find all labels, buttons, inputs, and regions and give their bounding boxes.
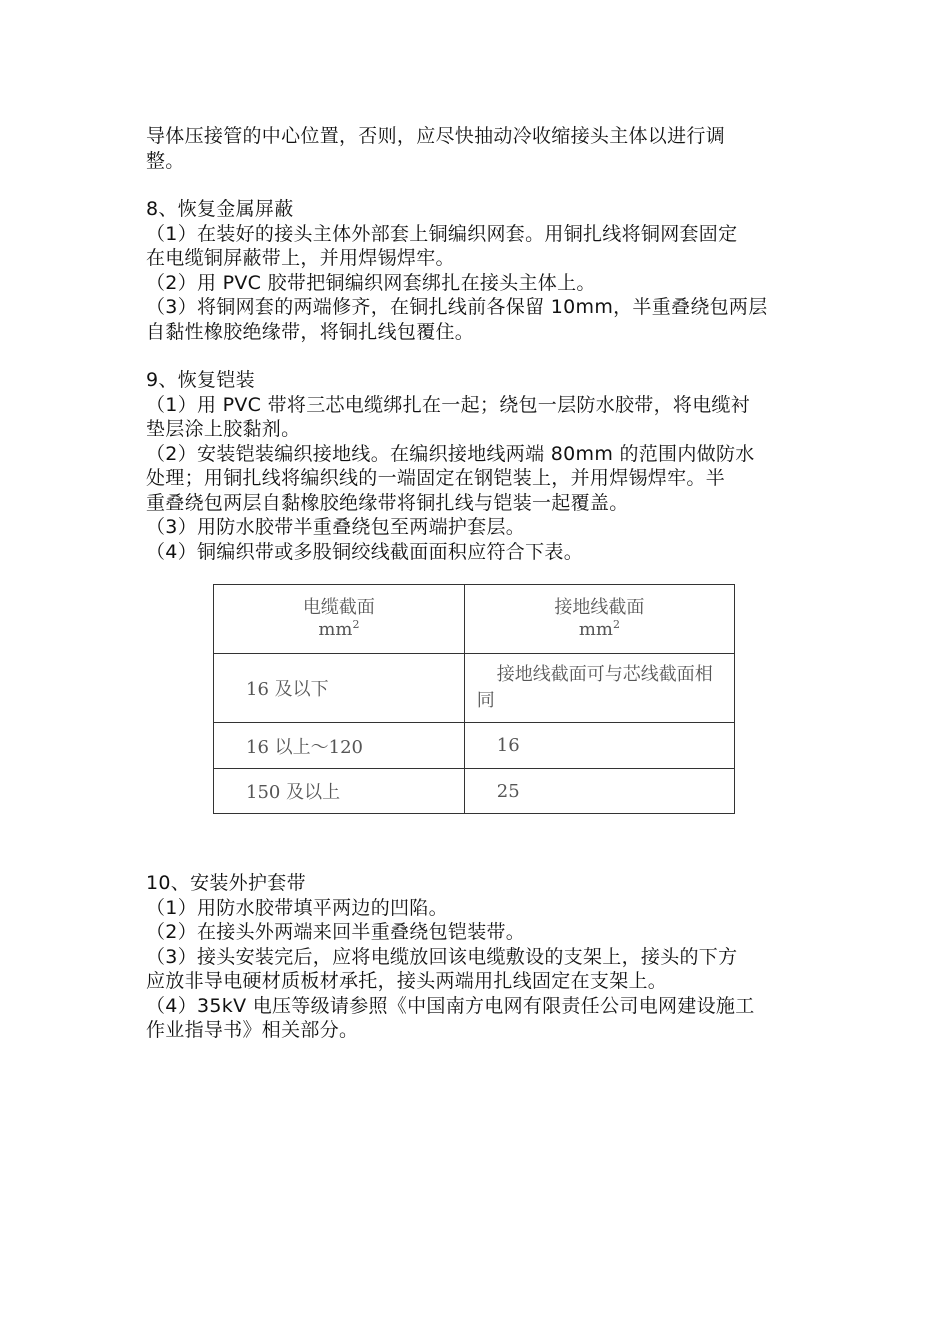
header-ground-unit: mm bbox=[578, 619, 613, 640]
section-10-line-3: （3）接头安装完后，应将电缆放回该电缆敷设的支架上，接头的下方 bbox=[146, 945, 738, 968]
section-10-line-2: （2）在接头外两端来回半重叠绕包铠装带。 bbox=[146, 921, 526, 943]
table-row bbox=[214, 654, 735, 723]
header-cable-title: 电缆截面 bbox=[302, 597, 375, 618]
section-9-line-5: 重叠绕包两层自黏橡胶绝缘带将铜扎线与铠装一起覆盖。 bbox=[146, 491, 629, 514]
lower-text-block bbox=[146, 871, 810, 1043]
header-cable-unit-sup: 2 bbox=[352, 618, 360, 631]
intro-line-2: 整。 bbox=[146, 149, 185, 172]
header-ground-title: 接地线截面 bbox=[554, 597, 645, 618]
section-9-line-1: （1）用 PVC 带将三芯电缆绑扎在一起；绕包一层防水胶带，将电缆衬 bbox=[146, 393, 751, 416]
upper-text-block bbox=[146, 124, 810, 564]
section-9-line-4: 处理；用铜扎线将编织线的一端固定在钢铠装上，并用焊锡焊牢。半 bbox=[146, 467, 726, 489]
section-9-title: 9、恢复铠装 bbox=[146, 369, 255, 391]
table-row bbox=[214, 723, 735, 769]
table-cell-cable: 150 及以上 bbox=[214, 769, 465, 814]
header-ground-unit-sup: 2 bbox=[612, 618, 620, 631]
section-10-title: 10、安装外护套带 bbox=[146, 872, 306, 894]
table-cell-ground: 接地线截面可与芯线截面相同 bbox=[464, 654, 734, 723]
section-9-line-3: （2）安装铠装编织接地线。在编织接地线两端 80mm 的范围内做防水 bbox=[146, 442, 755, 465]
table-header-cable bbox=[214, 585, 465, 654]
section-8-line-1: （1）在装好的接头主体外部套上铜编织网套。用铜扎线将铜网套固定 bbox=[146, 222, 738, 245]
section-10-line-1: （1）用防水胶带填平两边的凹陷。 bbox=[146, 896, 448, 919]
table-header-row bbox=[214, 585, 735, 654]
section-9-line-2: 垫层涂上胶黏剂。 bbox=[146, 418, 301, 440]
section-10-line-4: 应放非导电硬材质板材承托，接头两端用扎线固定在支架上。 bbox=[146, 970, 668, 992]
section-10-line-5: （4）35kV 电压等级请参照《中国南方电网有限责任公司电网建设施工 bbox=[146, 994, 755, 1017]
ground-wire-section-table bbox=[213, 584, 735, 814]
section-8-line-4: （3）将铜网套的两端修齐，在铜扎线前各保留 10mm，半重叠绕包两层 bbox=[146, 296, 768, 318]
section-8-title: 8、恢复金属屏蔽 bbox=[146, 198, 294, 220]
header-cable-unit: mm bbox=[318, 619, 353, 640]
table-row bbox=[214, 769, 735, 814]
section-9-line-6: （3）用防水胶带半重叠绕包至两端护套层。 bbox=[146, 516, 526, 538]
section-9-line-7: （4）铜编织带或多股铜绞线截面面积应符合下表。 bbox=[146, 540, 583, 563]
table-cell-ground: 16 bbox=[464, 723, 734, 769]
section-8-line-3: （2）用 PVC 胶带把铜编织网套绑扎在接头主体上。 bbox=[146, 271, 596, 294]
section-8-line-5: 自黏性橡胶绝缘带，将铜扎线包覆住。 bbox=[146, 320, 475, 343]
intro-line-1: 导体压接管的中心位置，否则，应尽快抽动冷收缩接头主体以进行调 bbox=[146, 125, 726, 147]
table-cell-cable: 16 及以下 bbox=[214, 654, 465, 723]
section-8-line-2: 在电缆铜屏蔽带上，并用焊锡焊牢。 bbox=[146, 247, 455, 269]
table-header-ground bbox=[464, 585, 734, 654]
section-10-line-6: 作业指导书》相关部分。 bbox=[146, 1019, 359, 1041]
table-cell-cable: 16 以上～120 bbox=[214, 723, 465, 769]
table-cell-ground: 25 bbox=[464, 769, 734, 814]
